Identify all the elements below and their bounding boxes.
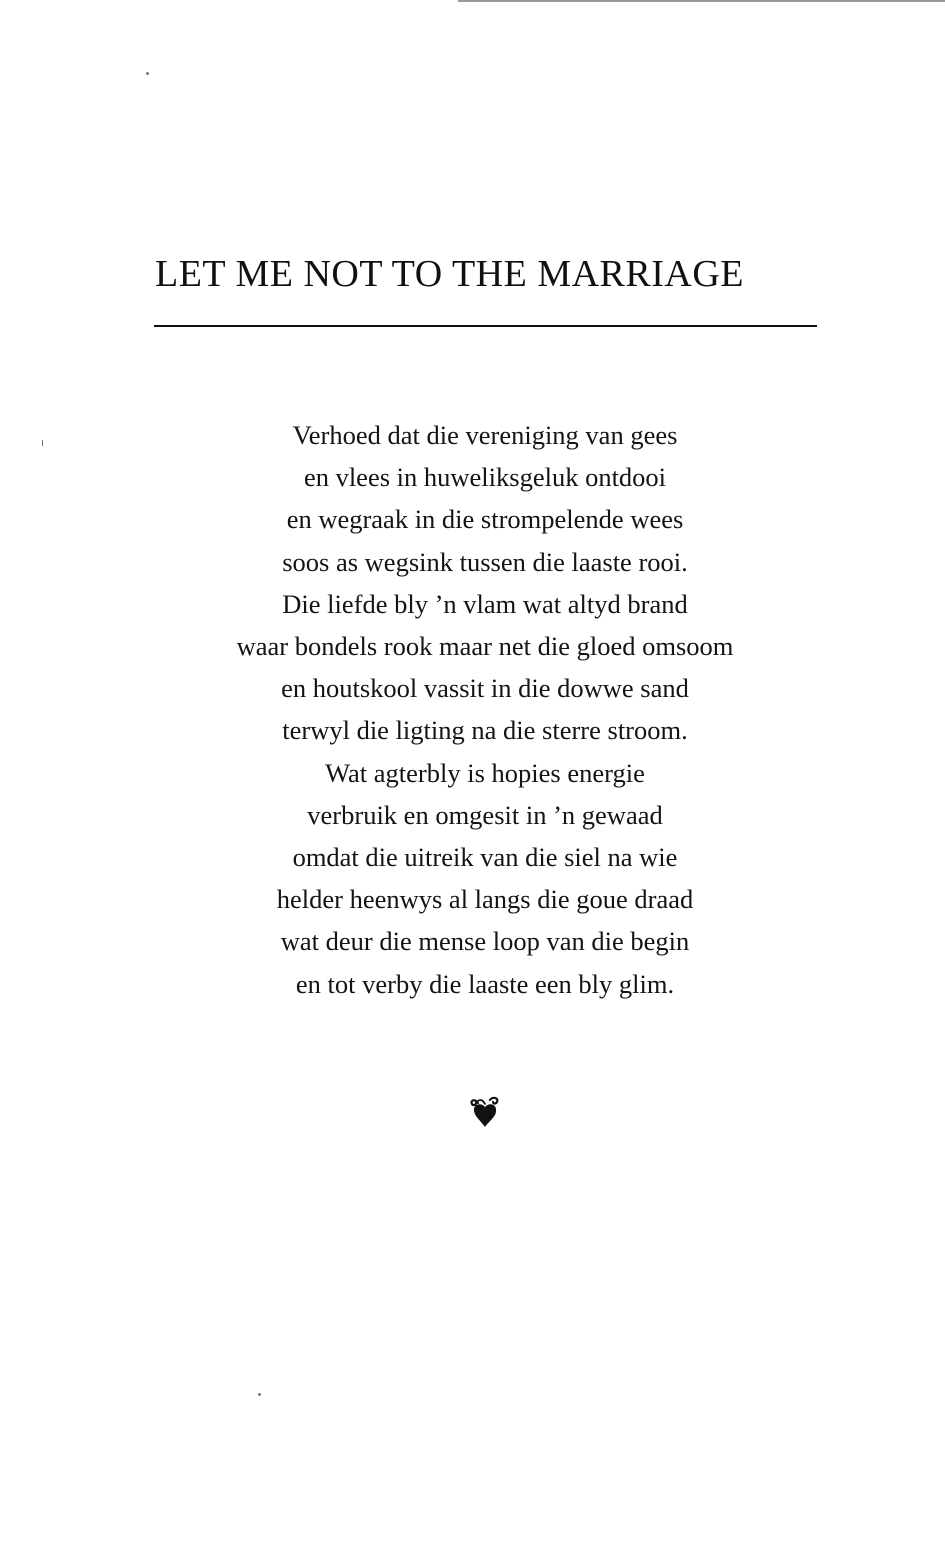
title-divider [154, 325, 817, 327]
poem-line: Die liefde bly ’n vlam wat altyd brand [282, 588, 688, 619]
poem-line: en houtskool vassit in die dowwe sand [281, 673, 689, 704]
poem-body [150, 414, 820, 1005]
poem-line: waar bondels rook maar net die gloed omsoom [236, 631, 734, 662]
poem-line: helder heenwys al langs die goue draad [276, 884, 694, 915]
poem-line: Wat agterbly is hopies energie [325, 757, 645, 788]
poem-line: wat deur die mense loop van die begin [280, 926, 690, 957]
poem-title: LET ME NOT TO THE MARRIAGE [155, 253, 744, 295]
poem-line: soos as wegsink tussen die laaste rooi. [282, 546, 688, 577]
paper-speck [146, 72, 149, 75]
poem-line: omdat die uitreik van die siel na wie [292, 842, 678, 873]
poem-line: Verhoed dat die vereniging van gees [292, 420, 678, 450]
poem-line: terwyl die ligting na die sterre stroom. [282, 715, 688, 746]
paper-speck [42, 440, 43, 446]
poem-line: en wegraak in die strompelende wees [286, 504, 684, 535]
fleuron-heart-icon [468, 1094, 502, 1130]
poem-line: verbruik en omgesit in ’n gewaad [307, 799, 663, 830]
paper-speck [258, 1393, 261, 1396]
page-edge-line [458, 0, 945, 2]
poem-line: en vlees in huweliksgeluk ontdooi [303, 462, 667, 493]
poem-line: en tot verby die laaste een bly glim. [295, 968, 675, 999]
